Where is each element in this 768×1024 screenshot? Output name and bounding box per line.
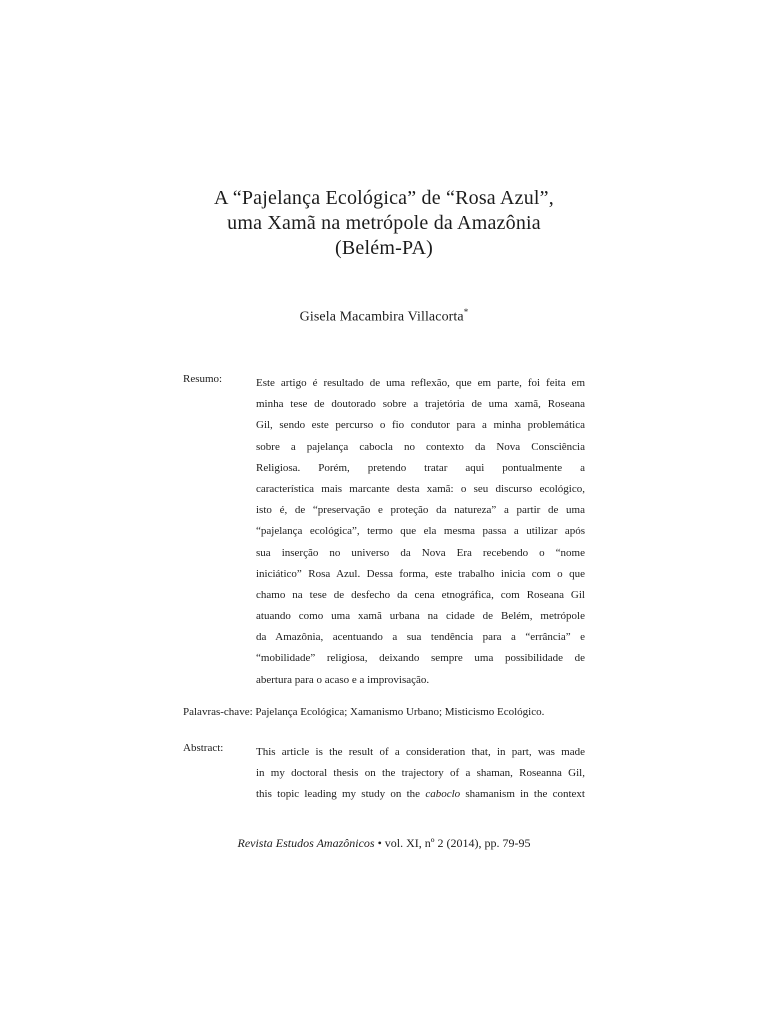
author-name: Gisela Macambira Villacorta [299,309,464,325]
resumo-line: minha tese de doutorado sobre a trajetória de uma xamã, Roseana [256,398,585,411]
footer-separator: • [374,836,385,850]
resumo-line: característica mais marcante desta xamã: o seu discurso ecológico, [256,482,585,495]
resumo-section [183,373,585,686]
resumo-line: Este artigo é resultado de uma reflexão, que em parte, foi feita em [256,377,585,389]
resumo-line: iniciático” Rosa Azul. Dessa forma, este trabalho inicia com o que [256,567,585,580]
title-line-2: uma Xamã na metrópole da Amazônia [227,212,541,234]
abstract-line-text: this topic leading my study on the [256,788,426,801]
resumo-line: abertura para o acaso e a improvisação. [256,673,430,686]
abstract-line-text: shamanism in the context [460,788,585,801]
author-footnote-mark: * [463,307,469,317]
abstract-body [256,742,585,806]
resumo-label: Resumo: [183,373,223,385]
title-line-3: (Belém-PA) [335,237,433,259]
resumo-line: “pajelança ecológica”, termo que ela mesma passa a utilizar após [256,525,585,538]
resumo-line: “mobilidade” religiosa, deixando sempre uma possibilidade de [256,652,585,665]
journal-footer [0,836,768,851]
resumo-line: sua inserção no universo da Nova Era recebendo o “nome [256,546,585,559]
title-line-1: A “Pajelança Ecológica” de “Rosa Azul”, [214,187,554,209]
abstract-label: Abstract: [183,742,224,754]
abstract-line: in my doctoral thesis on the trajectory of a shaman, Roseanna Gil, [256,767,585,780]
resumo-line: chamo na tese de desfecho da cena etnográfica, com Roseana Gil [256,588,585,601]
resumo-line: Religiosa. Porém, pretendo tratar aqui pontualmente a [256,461,585,474]
resumo-line: isto é, de “preservação e proteção da natureza” a partir de uma [256,504,585,517]
abstract-line [256,784,585,805]
resumo-body [256,373,585,691]
author-line [0,307,768,326]
resumo-line: da Amazônia, acentuando a sua tendência para a “errância” e [256,631,585,644]
resumo-line: atuando como uma xamã urbana na cidade de Belém, metrópole [256,610,585,623]
article-title [0,186,768,261]
journal-details: vol. XI, nº 2 (2014), pp. 79-95 [384,836,531,850]
keywords-line: Palavras-chave: Pajelança Ecológica; Xamanismo Urbano; Misticismo Ecológico. [183,706,545,718]
journal-name: Revista Estudos Amazônicos [237,836,375,850]
abstract-italic-term: caboclo [425,788,461,801]
resumo-line: Gil, sendo este percurso o fio condutor para a minha problemática [256,419,585,432]
resumo-line: sobre a pajelança cabocla no contexto da Nova Consciência [256,440,585,453]
abstract-section [183,742,585,812]
abstract-line: This article is the result of a consideration that, in part, was made [256,746,585,758]
